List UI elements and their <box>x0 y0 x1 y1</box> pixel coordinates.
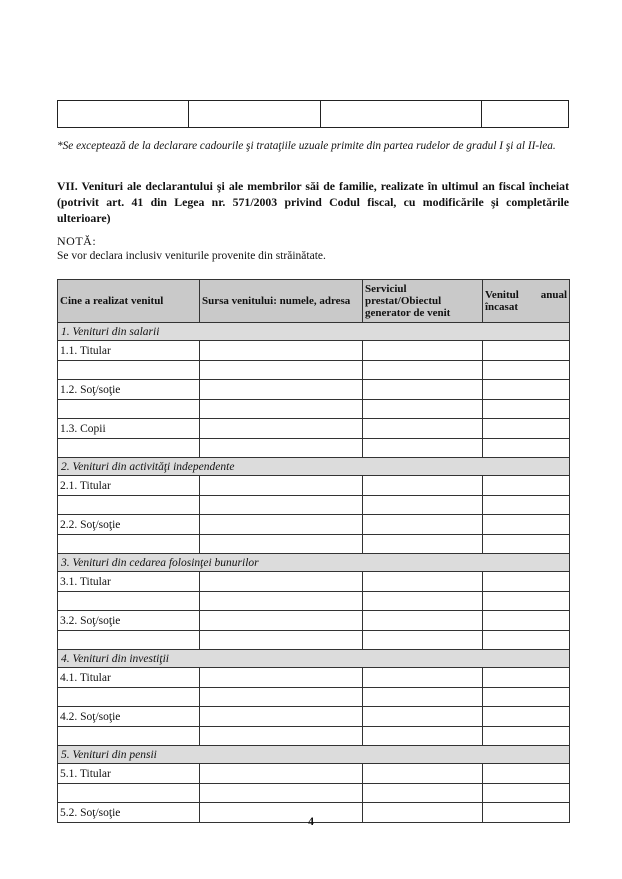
empty-cell <box>363 341 483 361</box>
note-text: Se vor declara inclusiv veniturile provenite din străinătate. <box>57 250 326 262</box>
blank-row <box>58 439 570 458</box>
empty-cell <box>200 707 363 727</box>
income-row <box>58 380 570 400</box>
header-who-earned: Cine a realizat venitul <box>58 280 200 323</box>
empty-cell <box>200 419 363 439</box>
empty-cell <box>58 688 200 707</box>
empty-cell <box>483 611 570 631</box>
empty-cell <box>200 341 363 361</box>
empty-cell <box>200 727 363 746</box>
row-label: 1.2. Soţ/soţie <box>58 380 200 400</box>
empty-cell <box>483 784 570 803</box>
category-row <box>58 323 570 341</box>
empty-cell <box>58 592 200 611</box>
empty-cell <box>363 727 483 746</box>
empty-cell <box>363 439 483 458</box>
empty-cell <box>58 101 189 128</box>
empty-cell <box>483 727 570 746</box>
empty-cell <box>483 535 570 554</box>
blank-row <box>58 361 570 380</box>
category-row <box>58 458 570 476</box>
blank-row <box>58 535 570 554</box>
page-number: 4 <box>308 814 314 828</box>
empty-cell <box>321 101 482 128</box>
empty-cell <box>200 631 363 650</box>
empty-cell <box>483 764 570 784</box>
header-income-source: Sursa venitului: numele, adresa <box>200 280 363 323</box>
empty-cell <box>200 688 363 707</box>
category-row <box>58 554 570 572</box>
empty-cell <box>483 592 570 611</box>
income-row <box>58 341 570 361</box>
blank-row <box>58 592 570 611</box>
empty-cell <box>200 496 363 515</box>
empty-cell <box>58 535 200 554</box>
category-row <box>58 746 570 764</box>
empty-cell <box>482 101 569 128</box>
empty-cell <box>58 400 200 419</box>
empty-cell <box>200 535 363 554</box>
empty-cell <box>363 400 483 419</box>
empty-cell <box>58 496 200 515</box>
row-label: 3.2. Soţ/soţie <box>58 611 200 631</box>
row-label: 4.2. Soţ/soţie <box>58 707 200 727</box>
empty-cell <box>58 727 200 746</box>
note-label: NOTĂ: <box>57 234 97 248</box>
empty-cell <box>58 631 200 650</box>
empty-cell <box>483 707 570 727</box>
empty-cell <box>363 361 483 380</box>
row-label: 5.2. Soţ/soţie <box>58 803 200 823</box>
empty-cell <box>483 361 570 380</box>
empty-cell <box>363 707 483 727</box>
empty-cell <box>363 668 483 688</box>
empty-cell <box>363 784 483 803</box>
category-title: 5. Venituri din pensii <box>58 746 570 764</box>
empty-cell <box>200 380 363 400</box>
empty-cell <box>483 668 570 688</box>
empty-cell <box>189 101 321 128</box>
empty-cell <box>200 439 363 458</box>
income-table-header <box>58 280 570 323</box>
header-service-provided: Serviciul prestat/Obiectul generator de venit <box>363 280 483 323</box>
row-label: 2.2. Soţ/soţie <box>58 515 200 535</box>
empty-cell <box>200 784 363 803</box>
empty-cell <box>200 476 363 496</box>
empty-cell <box>200 400 363 419</box>
empty-cell <box>363 611 483 631</box>
income-row <box>58 419 570 439</box>
empty-cell <box>363 380 483 400</box>
row-label: 1.1. Titular <box>58 341 200 361</box>
row-label: 2.1. Titular <box>58 476 200 496</box>
category-title: 2. Venituri din activităţi independente <box>58 458 570 476</box>
empty-cell <box>363 476 483 496</box>
row-label: 3.1. Titular <box>58 572 200 592</box>
empty-cell <box>483 476 570 496</box>
category-title: 4. Venituri din investiţii <box>58 650 570 668</box>
empty-cell <box>363 688 483 707</box>
income-table-body <box>58 323 570 823</box>
income-row <box>58 476 570 496</box>
empty-cell <box>483 380 570 400</box>
empty-cell <box>483 419 570 439</box>
empty-row <box>58 101 569 128</box>
header-annual-income: Venitul anual încasat <box>483 280 570 323</box>
empty-cell <box>58 361 200 380</box>
income-row <box>58 611 570 631</box>
gift-exception-footnote: *Se exceptează de la declarare cadourile şi trataţiile uzuale primite din partea rudelor de gradul I şi al II-lea. <box>57 140 556 152</box>
empty-cell <box>363 631 483 650</box>
empty-cell <box>363 535 483 554</box>
row-label: 5.1. Titular <box>58 764 200 784</box>
empty-cell <box>483 400 570 419</box>
blank-row <box>58 496 570 515</box>
income-row <box>58 515 570 535</box>
empty-cell <box>483 688 570 707</box>
empty-cell <box>200 515 363 535</box>
empty-cell <box>483 515 570 535</box>
empty-cell <box>363 764 483 784</box>
previous-table-last-row <box>57 100 569 128</box>
empty-cell <box>363 592 483 611</box>
section-vii-title: VII. Venituri ale declarantului şi ale membrilor săi de familie, realizate în ultimul an fiscal încheiat (potrivit art. 41 din Legea nr. 571/2003 privind Codul fiscal, cu modificările şi completările ulterioare) <box>57 179 569 225</box>
empty-cell <box>200 361 363 380</box>
empty-cell <box>200 764 363 784</box>
category-row <box>58 650 570 668</box>
income-row <box>58 707 570 727</box>
empty-cell <box>363 515 483 535</box>
empty-cell <box>483 439 570 458</box>
income-row <box>58 668 570 688</box>
empty-cell <box>58 784 200 803</box>
income-table <box>57 279 570 823</box>
category-title: 3. Venituri din cedarea folosinţei bunurilor <box>58 554 570 572</box>
income-row <box>58 572 570 592</box>
empty-cell <box>200 611 363 631</box>
blank-row <box>58 631 570 650</box>
empty-cell <box>58 439 200 458</box>
blank-row <box>58 784 570 803</box>
empty-cell <box>483 496 570 515</box>
blank-row <box>58 727 570 746</box>
row-label: 4.1. Titular <box>58 668 200 688</box>
empty-cell <box>363 419 483 439</box>
empty-cell <box>483 341 570 361</box>
empty-cell <box>363 496 483 515</box>
blank-row <box>58 688 570 707</box>
empty-cell <box>483 572 570 592</box>
row-label: 1.3. Copii <box>58 419 200 439</box>
empty-cell <box>200 572 363 592</box>
empty-cell <box>363 572 483 592</box>
income-row <box>58 764 570 784</box>
blank-row <box>58 400 570 419</box>
category-title: 1. Venituri din salarii <box>58 323 570 341</box>
empty-cell <box>200 668 363 688</box>
empty-cell <box>200 592 363 611</box>
empty-cell <box>483 631 570 650</box>
